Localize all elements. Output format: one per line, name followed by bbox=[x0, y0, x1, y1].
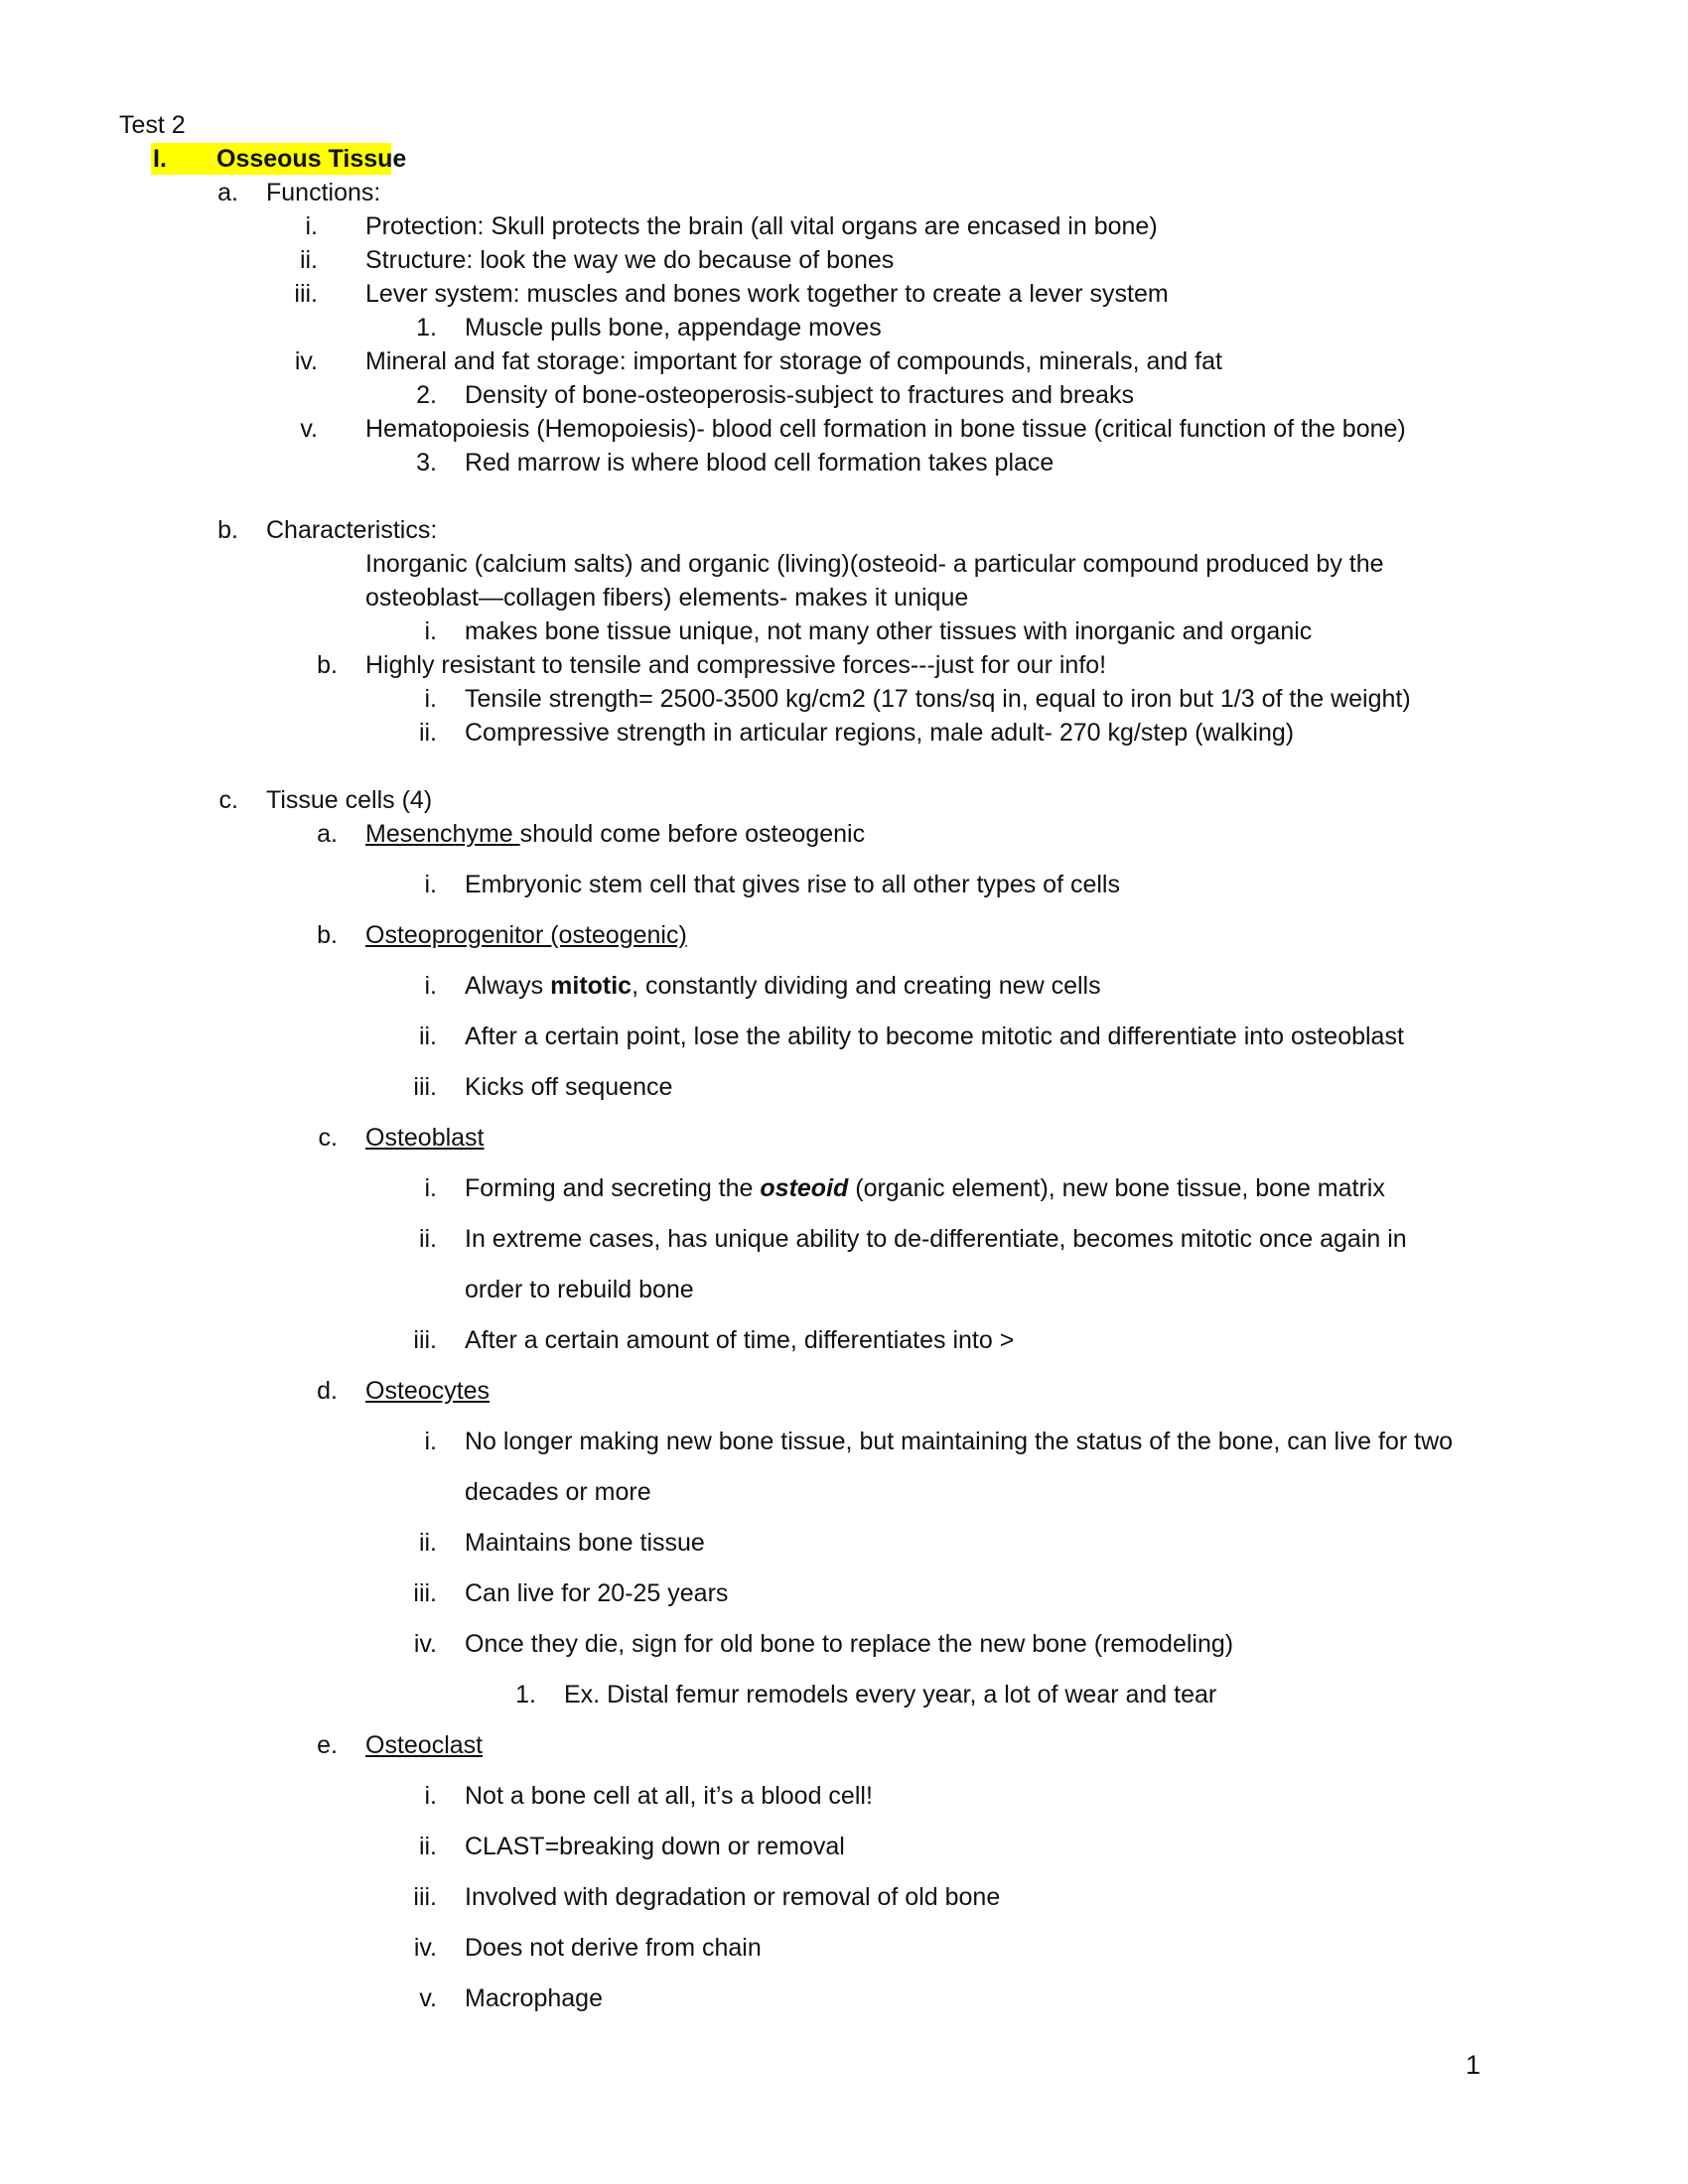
document-page: Test 2 I. Osseous Tissue a. Functions: i. Protection: Skull protects the brain (all vital organs are encased in bone) ii. Structure: look the way we do because of bones iii. Lever system: muscles and bones work together to create a lever system 1. Muscle pulls bone, appendage moves iv. Mineral and fat storage: important for storage of compounds, minerals, and fat 2. Density of bone-osteoperosis-subject to fractures and breaks v. Hematopoiesis (Hemopoiesis)- blood cell formation in bone tissue (critical function of the bone) 3. Red marrow is where blood cell formation takes place b. Characteristics: Inorganic (calcium salts) and organic (living)(osteoid- a particular compound produced by the osteoblast—collagen fibers) elements- makes it unique i. makes bone tissue unique, not many other tissues with inorganic and organic b. Highly resistant to tensile and compressive forces---just for our info! i. Tensile strength= 2500-3500 kg/cm2 (17 tons/sq in, equal to iron but 1/3 of the weight) ii. Compressive strength in articular regions, male adult- 270 kg/step (walking) c. Tissue cells (4) a. Mesenchyme should come before osteogenic i. Embryonic stem cell that gives rise to all other types of cells b. Osteoprogenitor (osteogenic) i. Always mitotic, constantly dividing and creating new cells ii. After a certain point, lose the ability to become mitotic and differentiate into osteoblast iii. Kicks off sequence c. Osteoblast i. Forming and secreting the osteoid (organic element), new bone tissue, bone matrix ii. In extreme cases, has unique ability to de-differentiate, becomes mitotic once again in order to rebuild bone iii. After a certain amount of time, differentiates into > d. Osteocytes i. No longer making new bone tissue, but maintaining the status of the bone, can live for two decades or more ii. Maintains bone tissue iii. Can live for 20-25 years iv. Once they die, sign for old bone to replace the new bone (remodeling) 1. Ex. Distal femur remodels every year, a lot of wear and tear e. Osteoclast i. Not a bone cell at all, it’s a blood cell! ii. CLAST=breaking down or removal iii. Involved with degradation or removal of old bone iv. Does not derive from chain v. Macrophage 1 bbox=[119, 111, 1481, 2080]
document-title: Test 2 bbox=[119, 111, 186, 139]
section-title: Osseous Tissue bbox=[216, 145, 407, 173]
page-number: 1 bbox=[1466, 2050, 1481, 2080]
section-marker: I. bbox=[153, 145, 167, 173]
